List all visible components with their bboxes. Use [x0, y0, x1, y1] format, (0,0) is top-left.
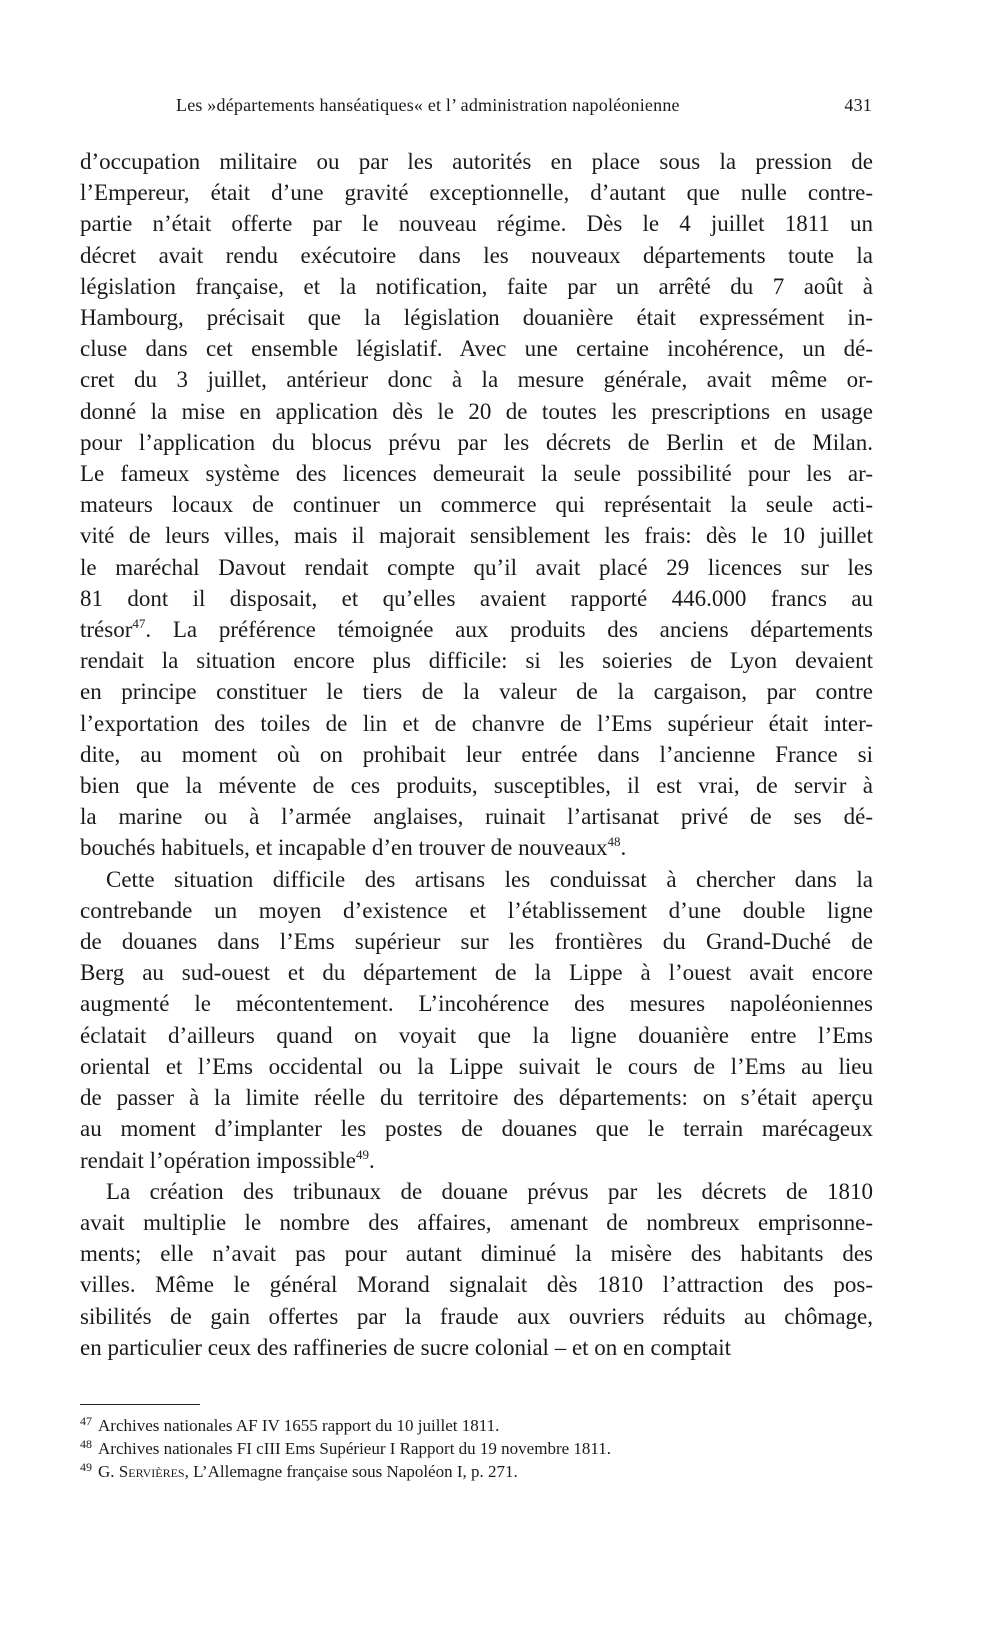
footnote-separator-rule	[80, 1404, 200, 1405]
footnote-text: Archives nationales AF IV 1655 rapport du 10 juillet 1811.	[98, 1416, 500, 1435]
paragraph	[80, 1176, 873, 1363]
footnote-text: Archives nationales FI cIII Ems Supérieur I Rapport du 19 novembre 1811.	[98, 1439, 612, 1458]
text-line: au moment d’implanter les postes de douanes que le terrain marécageux	[80, 1116, 873, 1142]
text-line: dite, au moment où on prohibait leur entrée dans l’ancienne France si	[80, 741, 873, 767]
text-line: bouchés habituels, et incapable d’en trouver de nouveaux$^{48}$.	[80, 834, 627, 861]
footnote-text-before: G.	[98, 1462, 119, 1481]
text-line: villes. Même le général Morand signalait dès 1810 l’attraction des pos-	[80, 1272, 873, 1298]
text-line: éclatait d’ailleurs quand on voyait que la ligne douanière entre l’Ems	[80, 1022, 873, 1048]
text-line: le maréchal Davout rendait compte qu’il avait placé 29 licences sur les	[80, 554, 873, 580]
text-line: sibilités de gain offertes par la fraude aux ouvriers réduits au chômage,	[80, 1303, 873, 1329]
footnote-reference: 49	[355, 1146, 369, 1162]
footnote-text-after: , L’Allemagne française sous Napoléon I, p. 271.	[184, 1462, 518, 1481]
text-line: en particulier ceux des raffineries de sucre colonial – et on en comptait	[80, 1334, 731, 1360]
text-line: donné la mise en application dès le 20 de toutes les prescriptions en usage	[80, 398, 873, 424]
page-number: 431	[844, 95, 872, 115]
text-line: législation française, et la notification, faite par un arrêté du 7 août à	[80, 273, 873, 299]
text-line: bien que la mévente de ces produits, susceptibles, il est vrai, de servir à	[80, 773, 873, 799]
text-line: Hambourg, précisait que la législation douanière était expressément in-	[80, 305, 873, 331]
paragraph	[80, 864, 873, 1176]
text-line: cluse dans cet ensemble législatif. Avec une certaine incohérence, un dé-	[80, 336, 873, 362]
footnote-number: 47	[80, 1414, 92, 1428]
text-line: l’exportation des toiles de lin et de chanvre de l’Ems supérieur était inter-	[80, 710, 873, 736]
text-line: en principe constituer le tiers de la valeur de la cargaison, par contre	[80, 679, 873, 705]
footnotes	[80, 1414, 873, 1483]
text-line: Berg au sud-ouest et du département de la Lippe à l’ouest avait encore	[80, 960, 873, 986]
text-line: avait multiplie le nombre des affaires, amenant de nombreux emprisonne-	[80, 1209, 873, 1235]
footnote-author: Servières	[118, 1462, 185, 1481]
footnote-number: 48	[80, 1437, 92, 1451]
footnote-48	[80, 1437, 873, 1460]
text-line: ments; elle n’avait pas pour autant diminué la misère des habitants des	[80, 1241, 873, 1267]
footnote-number: 49	[80, 1460, 92, 1474]
text-line: cret du 3 juillet, antérieur donc à la mesure générale, avait même or-	[80, 367, 873, 393]
running-head	[176, 92, 872, 118]
text-line: partie n’était offerte par le nouveau régime. Dès le 4 juillet 1811 un	[80, 211, 873, 237]
text-line: de douanes dans l’Ems supérieur sur les frontières du Grand-Duché de	[80, 929, 873, 955]
running-head-title: Les »départements hanséatiques« et l’ administration napoléonienne	[176, 95, 680, 115]
footnote-reference: 48	[607, 834, 621, 850]
text-line: d’occupation militaire ou par les autorités en place sous la pression de	[80, 149, 873, 174]
text-line: Le fameux système des licences demeurait la seule possibilité pour les ar-	[80, 461, 873, 487]
text-line: mateurs locaux de continuer un commerce qui représentait la seule acti-	[80, 492, 873, 518]
footnote-reference: 47	[132, 616, 146, 632]
text-line: pour l’application du blocus prévu par les décrets de Berlin et de Milan.	[80, 429, 873, 455]
body-text	[80, 146, 873, 1363]
text-line: décret avait rendu exécutoire dans les nouveaux départements toute la	[80, 242, 873, 268]
text-line: la marine ou à l’armée anglaises, ruinait l’artisanat privé de ses dé-	[80, 804, 873, 830]
text-line: 81 dont il disposait, et qu’elles avaient rapporté 446.000 francs au	[80, 585, 873, 611]
paragraph	[80, 146, 873, 864]
text-line: augmenté le mécontentement. L’incohérence des mesures napoléoniennes	[80, 991, 873, 1017]
footnote-49	[80, 1460, 873, 1483]
text-line: l’Empereur, était d’une gravité exceptionnelle, d’autant que nulle contre-	[80, 180, 873, 206]
text-line: trésor$^{47}$. La préférence témoignée aux produits des anciens départements	[80, 616, 873, 643]
text-line: rendait la situation encore plus difficile: si les soieries de Lyon devaient	[80, 648, 873, 674]
text-line: contrebande un moyen d’existence et l’établissement d’une double ligne	[80, 897, 873, 923]
text-line: vité de leurs villes, mais il majorait sensiblement les frais: dès le 10 juillet	[80, 523, 873, 549]
text-line: La création des tribunaux de douane prévus par les décrets de 1810	[106, 1178, 873, 1204]
text-line: oriental et l’Ems occidental ou la Lippe suivait le cours de l’Ems au lieu	[80, 1053, 873, 1079]
text-line: rendait l’opération impossible$^{49}$.	[80, 1146, 375, 1173]
text-line: de passer à la limite réelle du territoire des départements: on s’était aperçu	[80, 1085, 873, 1111]
text-line: Cette situation difficile des artisans les conduissat à chercher dans la	[106, 866, 873, 892]
footnote-47	[80, 1414, 873, 1437]
